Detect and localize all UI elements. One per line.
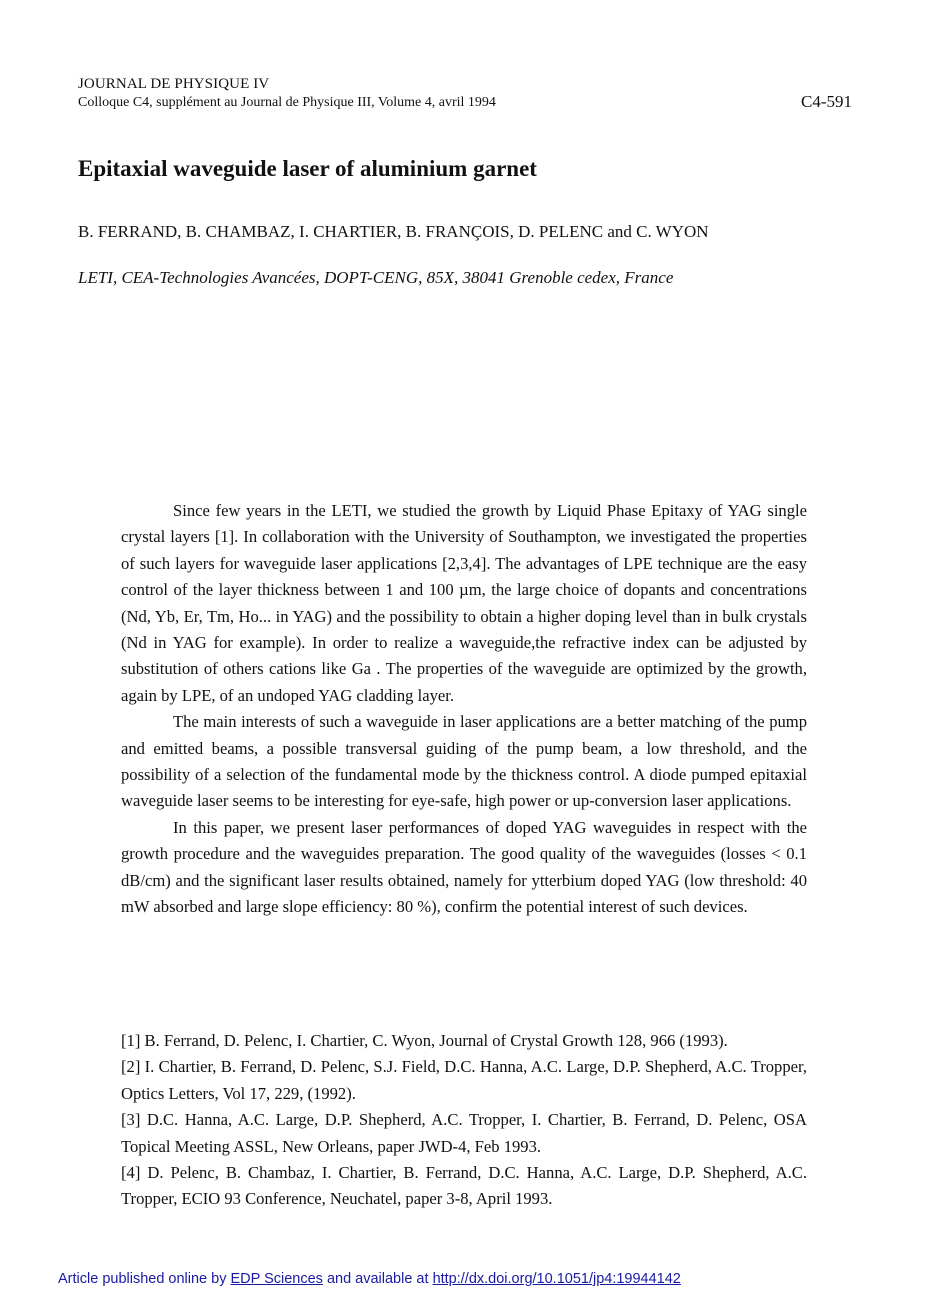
- reference-list: [121, 1028, 807, 1213]
- body-paragraph: In this paper, we present laser performances of doped YAG waveguides in respect with the growth procedure and the waveguides preparation. The good quality of the waveguides (losses < 0.1 dB/cm) and the significant laser results obtained, namely for ytterbium doped YAG (low threshold: 40 mW absorbed and large slope efficiency: 80 %), confirm the potential interest of such devices.: [121, 817, 807, 917]
- article-title: Epitaxial waveguide laser of aluminium garnet: [78, 156, 537, 181]
- journal-issue-info: Colloque C4, supplément au Journal de Physique III, Volume 4, avril 1994: [78, 95, 496, 110]
- journal-name: JOURNAL DE PHYSIQUE IV: [78, 76, 270, 92]
- body-paragraph: The main interests of such a waveguide in laser applications are a better matching of the pump and emitted beams, a possible transversal guiding of the pump beam, a low threshold, and the possibility of a selection of the fundamental mode by the thickness control. A diode pumped epitaxial waveguide laser seems to be interesting for eye-safe, high power or up-conversion laser applications.: [121, 712, 807, 811]
- article-authors: B. FERRAND, B. CHAMBAZ, I. CHARTIER, B. FRANÇOIS, D. PELENC and C. WYON: [78, 222, 709, 241]
- publisher-link[interactable]: EDP Sciences: [230, 1271, 323, 1287]
- article-body: [121, 498, 807, 921]
- reference-item: [4] D. Pelenc, B. Chambaz, I. Chartier, B. Ferrand, D.C. Hanna, A.C. Large, D.P. Shepherd, A.C. Tropper, ECIO 93 Conference, Neuchatel, paper 3-8, April 1993.: [121, 1163, 807, 1209]
- footer-prefix: Article published online by: [58, 1271, 231, 1287]
- reference-item: [1] B. Ferrand, D. Pelenc, I. Chartier, C. Wyon, Journal of Crystal Growth 128, 966 (1993).: [121, 1031, 728, 1050]
- doi-link[interactable]: http://dx.doi.org/10.1051/jp4:19944142: [432, 1271, 681, 1287]
- publication-footer: [58, 1271, 681, 1287]
- footer-middle: and available at: [322, 1271, 433, 1287]
- article-affiliation: LETI, CEA-Technologies Avancées, DOPT-CENG, 85X, 38041 Grenoble cedex, France: [78, 268, 674, 287]
- page-number: C4-591: [801, 92, 852, 111]
- reference-item: [3] D.C. Hanna, A.C. Large, D.P. Shepherd, A.C. Tropper, I. Chartier, B. Ferrand, D. Pelenc, OSA Topical Meeting ASSL, New Orleans, paper JWD-4, Feb 1993.: [121, 1110, 807, 1156]
- reference-item: [2] I. Chartier, B. Ferrand, D. Pelenc, S.J. Field, D.C. Hanna, A.C. Large, D.P. Shepherd, A.C. Tropper, Optics Letters, Vol 17, 229, (1992).: [121, 1057, 807, 1103]
- body-paragraph: Since few years in the LETI, we studied the growth by Liquid Phase Epitaxy of YAG single crystal layers [1]. In collaboration with the University of Southampton, we investigated the properties of such layers for waveguide laser applications [2,3,4]. The advantages of LPE technique are the easy control of the layer thickness between 1 and 100 µm, the large choice of dopants and concentrations (Nd, Yb, Er, Tm, Ho... in YAG) and the possibility to obtain a higher doping level than in bulk crystals (Nd in YAG for example). In order to realize a waveguide,the refractive index can be adjusted by substitution of others cations like Ga . The properties of the waveguide are optimized by the growth, again by LPE, of an undoped YAG cladding layer.: [121, 501, 807, 705]
